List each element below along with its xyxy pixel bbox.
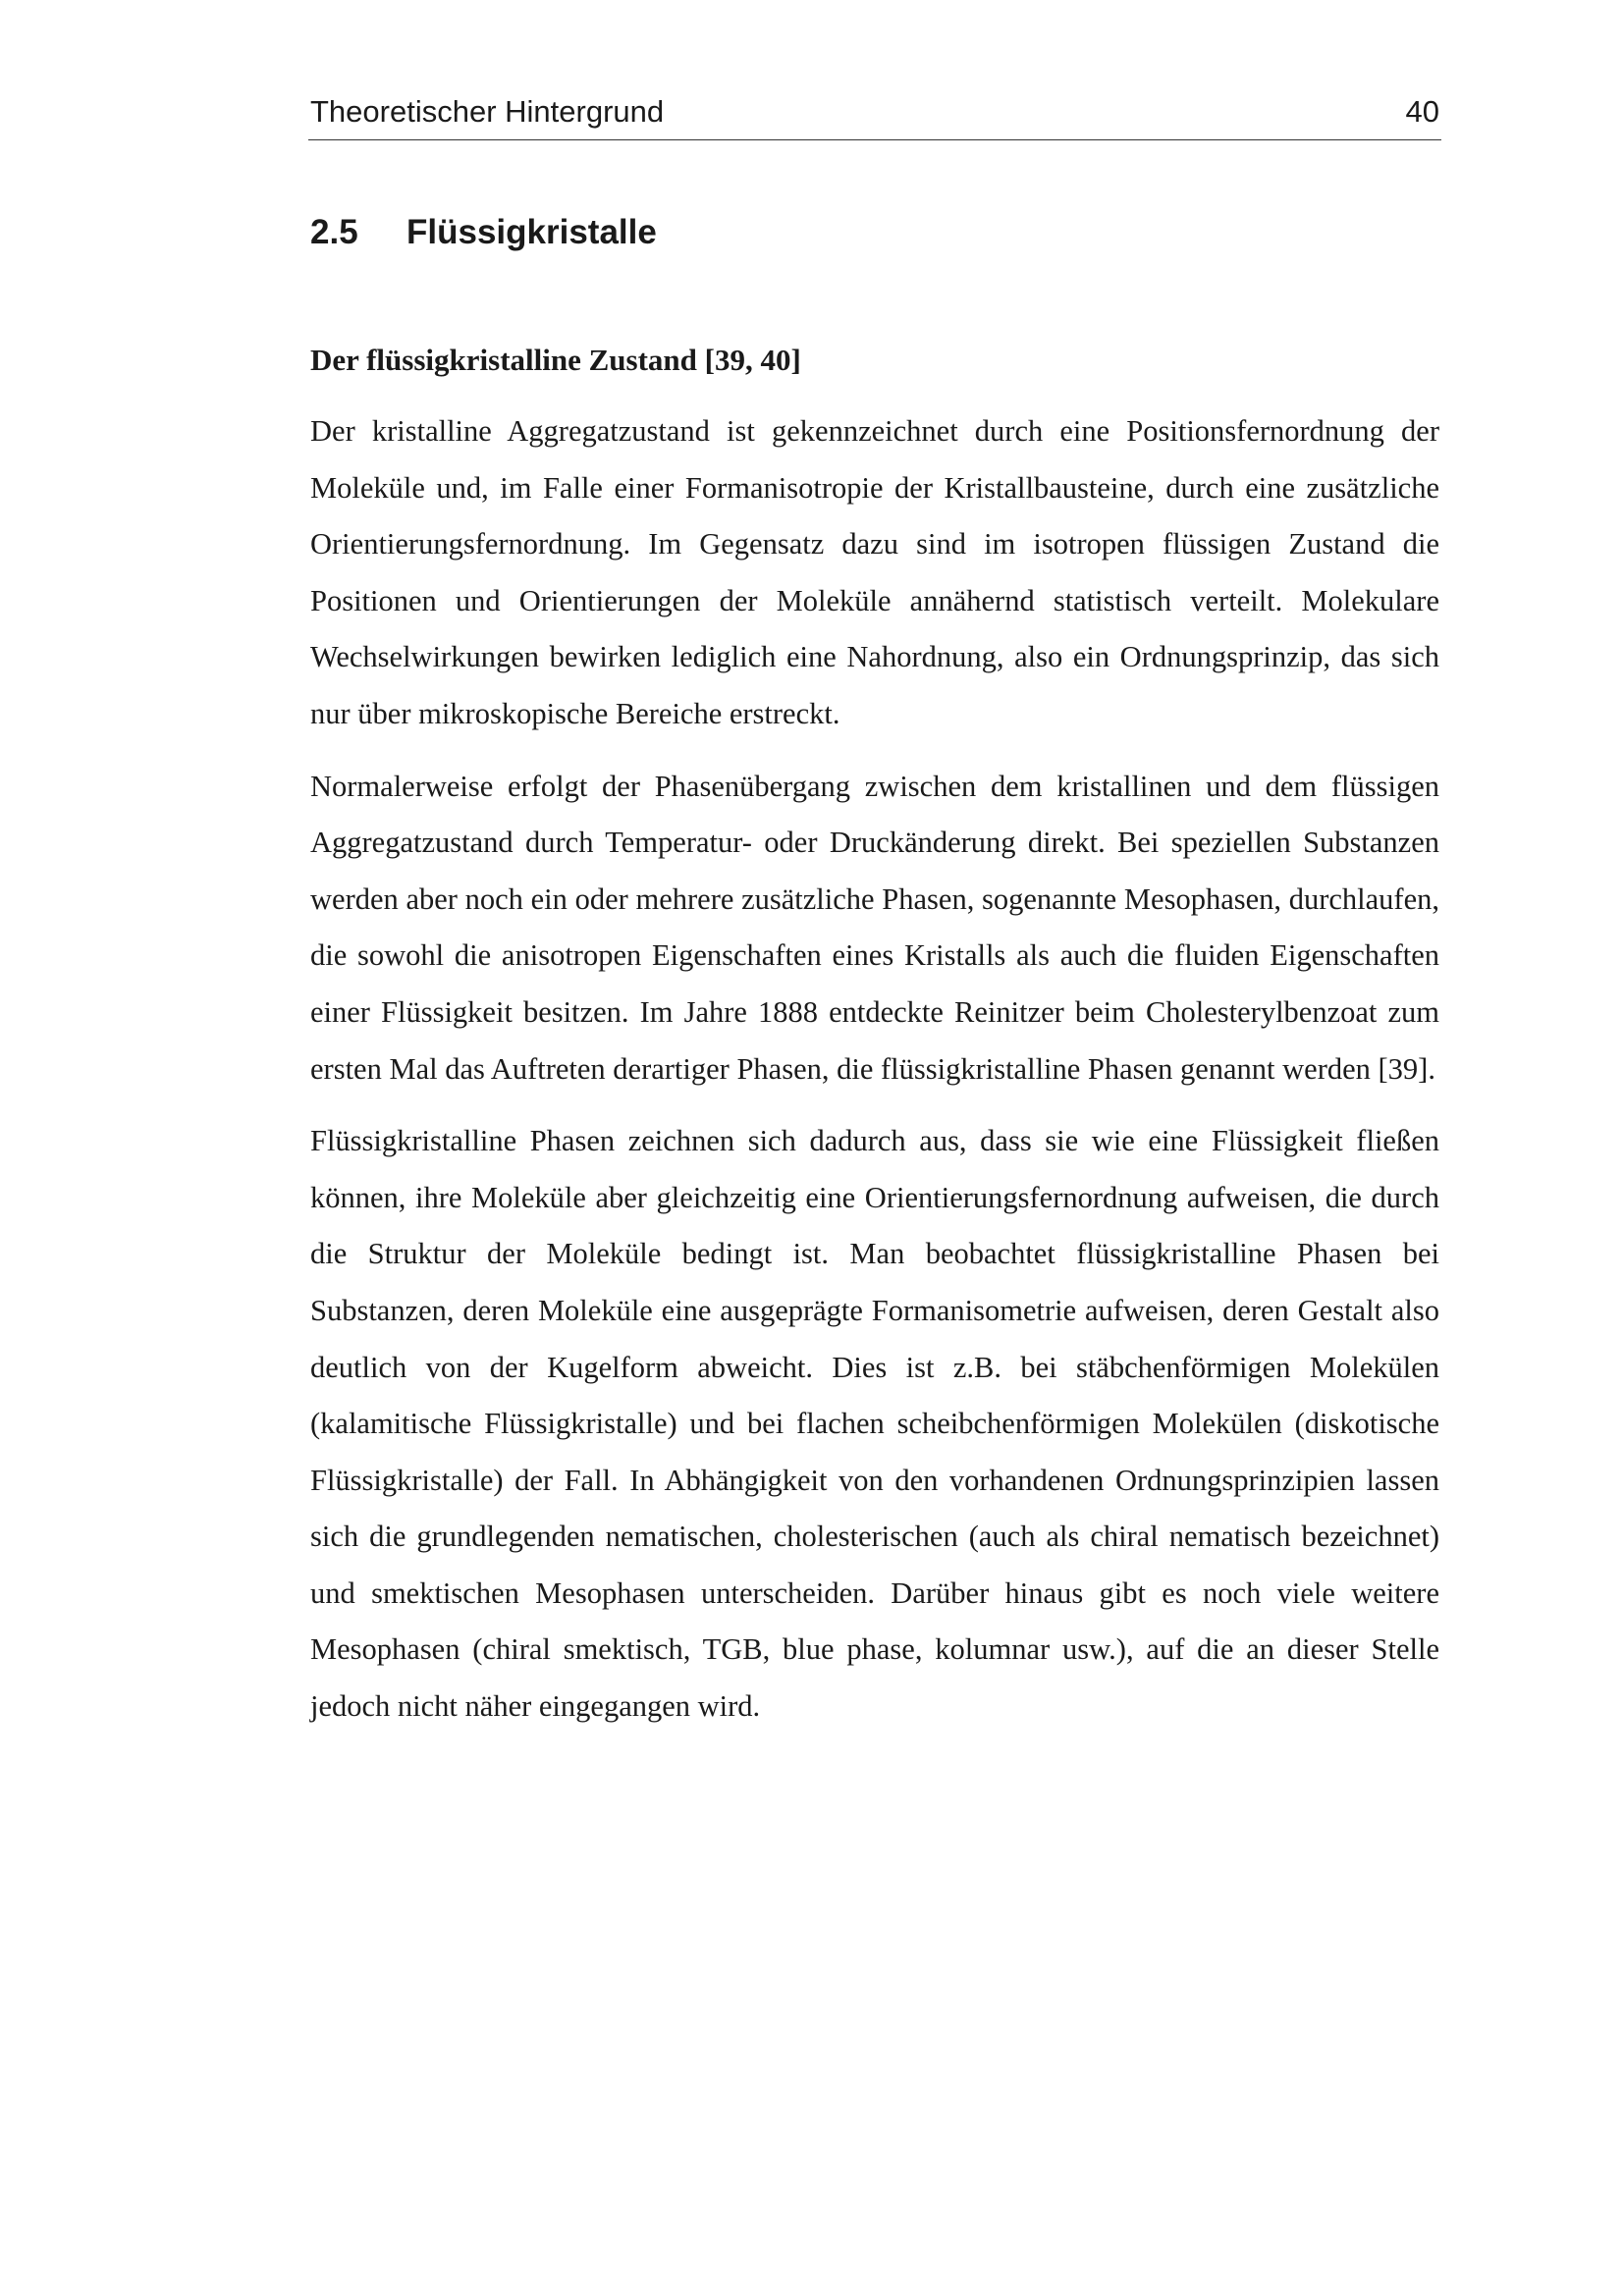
subsection-heading: Der flüssigkristalline Zustand [39, 40]: [310, 343, 801, 377]
body-text: [310, 403, 1439, 1751]
page-number: 40: [1405, 94, 1439, 129]
section-title: Flüssigkristalle: [406, 213, 657, 251]
running-header: [308, 96, 1441, 140]
header-title: Theoretischer Hintergrund: [310, 94, 665, 129]
section-heading: [310, 208, 657, 257]
section-number: 2.5: [310, 213, 358, 251]
paragraph: Flüssigkristalline Phasen zeichnen sich dadurch aus, dass sie wie eine Flüssigkeit fließen können, ihre Moleküle aber gleichzeitig eine Orientierungsfernordnung aufweisen, die durch die Struktur der Moleküle bedingt ist. Man beobachtet flüssigkristalline Phasen bei Substanzen, deren Moleküle eine ausgeprägte Formanisometrie aufweisen, deren Gestalt also deutlich von der Kugelform abweicht. Dies ist z.B. bei stäbchenförmigen Molekülen (kalamitische Flüssigkristalle) und bei flachen scheibchenförmigen Molekülen (diskotische Flüssigkristalle) der Fall. In Abhängigkeit von den vorhandenen Ordnungsprinzipien lassen sich die grundlegenden nematischen, cholesterischen (auch als chiral nematisch bezeichnet) und smektischen Mesophasen unterscheiden. Darüber hinaus gibt es noch viele weitere Mesophasen (chiral smektisch, TGB, blue phase, kolumnar usw.), auf die an dieser Stelle jedoch nicht näher eingegangen wird.: [310, 1124, 1439, 1724]
paragraph: Der kristalline Aggregatzustand ist gekennzeichnet durch eine Positionsfernordnung der Moleküle und, im Falle einer Formanisotropie der Kristallbausteine, durch eine zusätzliche Orientierungsfernordnung. Im Gegensatz dazu sind im isotropen flüssigen Zustand die Positionen und Orientierungen der Moleküle annähernd statistisch verteilt. Molekulare Wechselwirkungen bewirken lediglich eine Nahordnung, also ein Ordnungsprinzip, das sich nur über mikroskopische Bereiche erstreckt.: [310, 414, 1439, 730]
paragraph: Normalerweise erfolgt der Phasenübergang zwischen dem kristallinen und dem flüssigen Aggregatzustand durch Temperatur- oder Druckänderung direkt. Bei speziellen Substanzen werden aber noch ein oder mehrere zusätzliche Phasen, sogenannte Mesophasen, durchlaufen, die sowohl die anisotropen Eigenschaften eines Kristalls als auch die fluiden Eigenschaften einer Flüssigkeit besitzen. Im Jahre 1888 entdeckte Reinitzer beim Cholesterylbenzoat zum ersten Mal das Auftreten derartiger Phasen, die flüssigkristalline Phasen genannt werden [39].: [310, 769, 1439, 1086]
